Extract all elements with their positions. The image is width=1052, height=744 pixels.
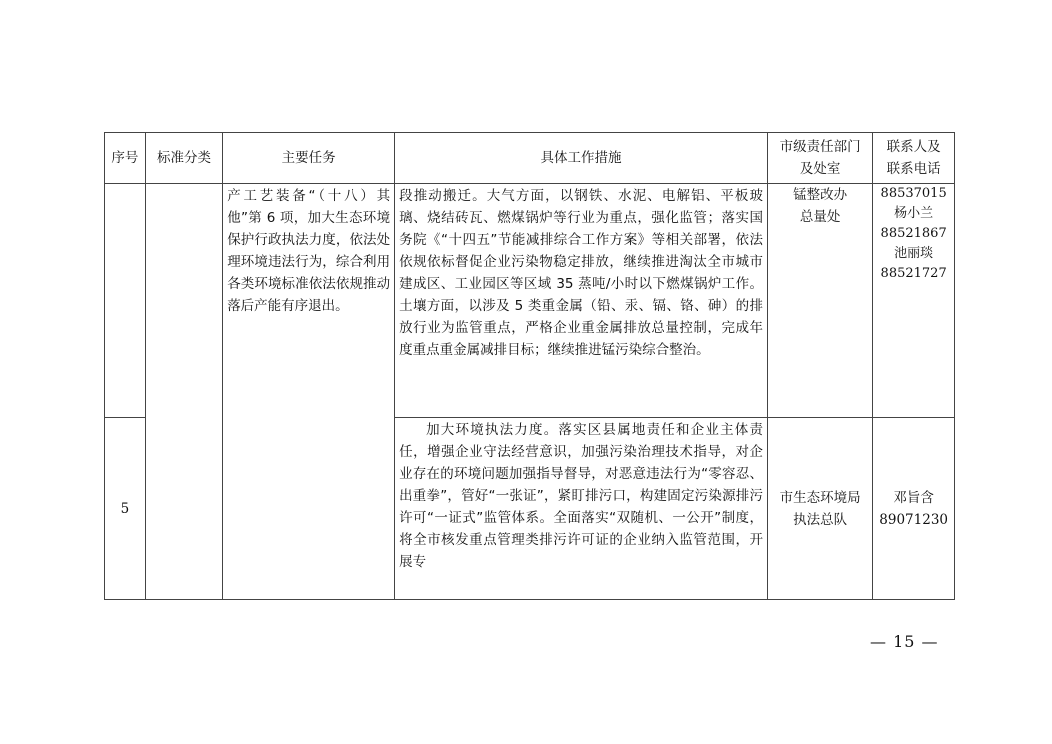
table-header-row — [105, 133, 955, 184]
cell-contact — [873, 184, 955, 418]
contact-phone: 89071230 — [879, 511, 948, 528]
contact-person: 杨小兰 — [894, 206, 934, 221]
contact-phone: 88521727 — [880, 266, 947, 281]
cell-no: 5 — [105, 418, 146, 600]
cell-dept — [767, 184, 872, 418]
header-dept-line2: 及处室 — [799, 161, 841, 177]
cell-contact — [873, 418, 955, 600]
dept-line2: 执法总队 — [793, 511, 848, 528]
cell-measures: 段推动搬迁。大气方面，以钢铁、水泥、电解铝、平板玻璃、烧结砖瓦、燃煤锅炉等行业为重点，强化监管；落实国务院《“十四五”节能减排综合工作方案》等相关部署，依法依规依标督促企业污染物稳定排放，继续推进淘汰全市城市建成区、工业园区等区域 35 蒸吨/小时以下燃煤锅炉工作。土壤方面，以涉及 5 类重金属（铅、汞、镉、铬、砷）的排放行业为监管重点，严格企业重金属排放总量控制，完成年度重点重金属减排目标；继续推进锰污染综合整治。 — [395, 184, 768, 418]
contact-phone: 88521867 — [880, 226, 947, 241]
header-category: 标准分类 — [145, 133, 222, 184]
header-contact-line1: 联系人及 — [886, 139, 941, 155]
task-table — [104, 132, 955, 600]
header-no: 序号 — [105, 133, 146, 184]
dept-line2: 总量处 — [799, 209, 841, 225]
dept-line1: 锰整改办 — [793, 187, 848, 203]
header-contact-line2: 联系电话 — [886, 161, 941, 177]
header-dept — [767, 133, 872, 184]
header-measures: 具体工作措施 — [395, 133, 768, 184]
cell-no — [105, 184, 146, 418]
contact-phone: 88537015 — [880, 186, 947, 201]
header-dept-line1: 市级责任部门 — [779, 139, 861, 155]
table-row — [105, 184, 955, 418]
cell-measures: 加大环境执法力度。落实区县属地责任和企业主体责任，增强企业守法经营意识，加强污染治理技术指导，对企业存在的环境问题加强指导督导，对恶意违法行为“零容忍、出重拳”，管好“一张证”，紧盯排污口，构建固定污染源排污许可“一证式”监管体系。全面落实“双随机、一公开”制度，将全市核发重点管理类排污许可证的企业纳入监管范围，开展专 — [395, 418, 768, 600]
cell-category — [145, 184, 222, 600]
header-contact — [873, 133, 955, 184]
cell-task: 产工艺装备“（十八）其他”第 6 项，加大生态环境保护行政执法力度，依法处理环境违法行为，综合利用各类环境标准依法依规推动落后产能有序退出。 — [223, 184, 395, 600]
page-number: — 15 — — [870, 632, 939, 651]
dept-line1: 市生态环境局 — [779, 489, 861, 506]
contact-person: 池丽琰 — [894, 246, 934, 261]
cell-dept — [767, 418, 872, 600]
header-task: 主要任务 — [223, 133, 395, 184]
contact-person: 邓旨含 — [893, 489, 934, 506]
